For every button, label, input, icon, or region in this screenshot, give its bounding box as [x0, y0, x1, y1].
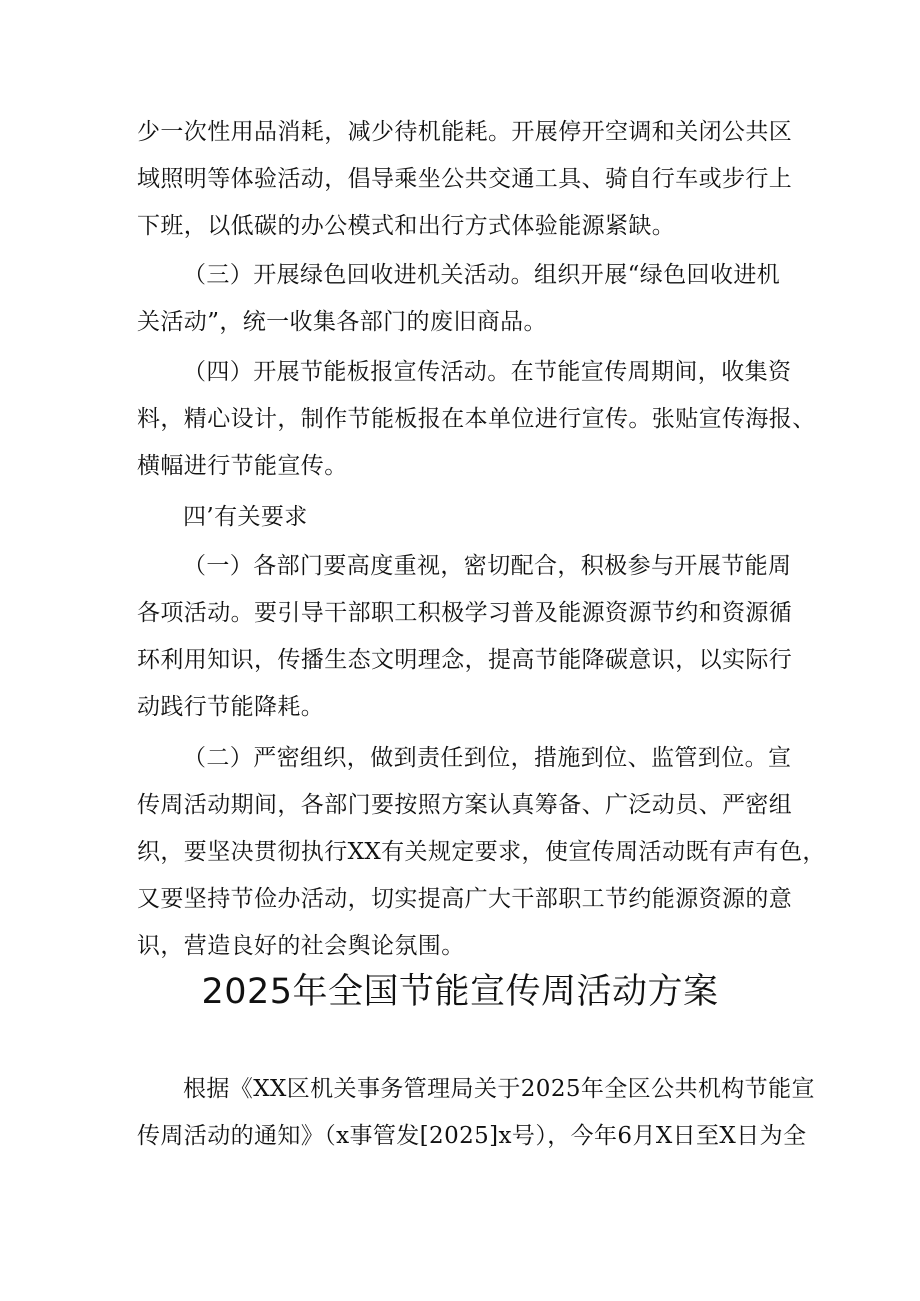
paragraph-line: 少一次性用品消耗，减少待机能耗。开展停开空调和关闭公共区	[137, 119, 793, 145]
paragraph-line: 下班，以低碳的办公模式和出行方式体验能源紧缺。	[137, 213, 676, 239]
section-heading: 四’有关要求	[183, 504, 308, 530]
paragraph-line: 根据《XX区机关事务管理局关于2025年全区公共机构节能宣	[183, 1076, 815, 1102]
paragraph-line: 又要坚持节俭办活动，切实提高广大干部职工节约能源资源的意	[137, 886, 793, 912]
paragraph-line: 域照明等体验活动，倡导乘坐公共交通工具、骑自行车或步行上	[137, 166, 793, 192]
paragraph-line: 横幅进行节能宣传。	[137, 453, 348, 479]
paragraph-line: 识，营造良好的社会舆论氛围。	[137, 933, 465, 959]
paragraph-line: （三）开展绿色回收进机关活动。组织开展“绿色回收进机	[183, 262, 781, 288]
paragraph-line: 织，要坚决贯彻执行XX有关规定要求，使宣传周活动既有声有色，	[137, 839, 826, 865]
paragraph-line: 关活动”，统一收集各部门的废旧商品。	[137, 309, 547, 335]
paragraph-line: 传周活动的通知》（x事管发[2025]x号），今年6月X日至X日为全	[137, 1123, 807, 1149]
paragraph-line: 环利用知识，传播生态文明理念，提高节能降碳意识，以实际行	[137, 647, 793, 673]
paragraph-line: （四）开展节能板报宣传活动。在节能宣传周期间，收集资	[183, 359, 792, 385]
paragraph-line: （二）严密组织，做到责任到位，措施到位、监管到位。宣	[183, 745, 792, 771]
paragraph-line: 各项活动。要引导干部职工积极学习普及能源资源节约和资源循	[137, 600, 793, 626]
paragraph-line: 动践行节能降耗。	[137, 694, 325, 720]
paragraph-line: 传周活动期间，各部门要按照方案认真筹备、广泛动员、严密组	[137, 792, 793, 818]
document-title: 2025年全国节能宣传周活动方案	[201, 972, 719, 1012]
paragraph-line: （一）各部门要高度重视，密切配合，积极参与开展节能周	[183, 553, 792, 579]
paragraph-line: 料，精心设计，制作节能板报在本单位进行宣传。张贴宣传海报、	[137, 406, 816, 432]
